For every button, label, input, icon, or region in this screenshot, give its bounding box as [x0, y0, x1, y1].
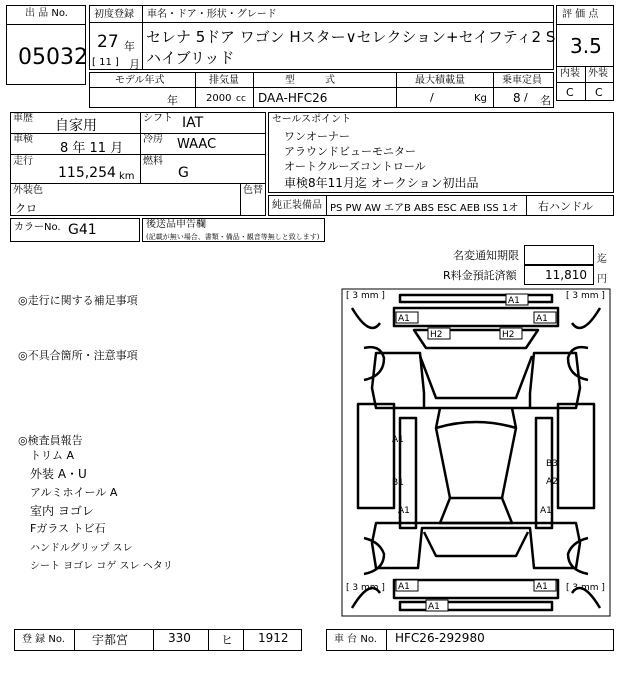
sales-point-line-3: オートクルーズコントロール	[284, 160, 426, 173]
tire-tag-front-right: [ 3 mm ]	[566, 291, 605, 301]
capacity-label: 乗車定員	[502, 75, 542, 86]
first-reg-month: [ 11 ]	[92, 57, 119, 68]
mark-left-front-door: A1	[392, 435, 404, 445]
inspection-value: 8 年 11 月	[60, 141, 124, 156]
interior-grade: C	[566, 86, 574, 99]
mark-left-rear-door: B1	[392, 478, 404, 488]
load-unit: Kg	[474, 93, 487, 104]
registration-area: 宇都宮	[92, 633, 129, 647]
inspection-label: 車検	[13, 134, 33, 145]
ac-value: WAAC	[177, 137, 217, 152]
inspector-line-4: 室内 ヨゴレ	[30, 504, 94, 518]
equipment-items: PS PW AW エアB ABS ESC AEB ISS 1オ	[330, 203, 519, 214]
fuel-value: G	[178, 165, 189, 181]
load-label: 最大積載量	[415, 75, 465, 86]
registration-number: 1912	[258, 631, 289, 645]
model-year-unit: 年	[167, 94, 178, 107]
mark-front-bumper: A1	[508, 296, 520, 306]
mark-headlight-left: H2	[430, 330, 443, 340]
color-no-label: カラーNo.	[14, 222, 61, 233]
sales-point-label: セールスポイント	[272, 114, 352, 125]
year-unit: 年	[124, 40, 135, 53]
inspector-line-6: ハンドルグリップ スレ	[30, 543, 133, 554]
color-label: 外装色	[13, 185, 43, 196]
registration-label: 登 録 No.	[22, 634, 65, 645]
inspector-line-1: トリム A	[30, 449, 75, 462]
first-reg-year: 27	[97, 32, 119, 52]
aftermarket-label: 後送品申告欄	[146, 219, 206, 230]
inspector-line-5: Fガラス トビ石	[30, 522, 106, 535]
mark-right-rear: A2	[546, 477, 558, 487]
inspector-line-3: アルミホイール A	[30, 486, 118, 499]
inspector-line-2: 外装 A・U	[30, 467, 87, 481]
mark-front-right: A1	[536, 314, 548, 324]
car-name-line2: ハイブリッド	[146, 49, 235, 67]
shift-label: シフト	[143, 113, 173, 124]
car-name-line1: セレナ 5ドア ワゴン Hスター∨セレクション+セイフティ2 S	[146, 28, 556, 46]
model-year-label: モデル年式	[115, 75, 165, 86]
displacement-unit: cc	[236, 94, 246, 104]
supplement-title: ◎走行に関する補足事項	[18, 294, 138, 307]
ac-label: 冷房	[143, 134, 163, 145]
capacity-value: 8	[513, 91, 521, 105]
mark-headlight-right: H2	[502, 330, 515, 340]
chassis-number: HFC26-292980	[395, 631, 485, 645]
tire-tag-front-left: [ 3 mm ]	[346, 291, 385, 301]
car-label: 車名・ドア・形状・グレード	[147, 9, 277, 20]
tire-tag-rear-left: [ 3 mm ]	[346, 583, 385, 593]
month-unit: 月	[129, 58, 140, 71]
equipment-label: 純正装備品	[272, 200, 322, 211]
recycle-unit: 円	[597, 274, 607, 285]
details-box	[10, 112, 266, 216]
score-value: 3.5	[570, 34, 602, 58]
score-label: 評 価 点	[562, 9, 599, 20]
aftermarket-note: (記載が無い場合、書類・備品・観音等無しと致します)	[146, 233, 320, 241]
inspector-title: ◎検査員報告	[18, 434, 83, 447]
tire-tag-rear-right: [ 3 mm ]	[566, 583, 605, 593]
sales-point-highlight: 車検8年11月迄 オークション初出品	[284, 176, 479, 190]
registration-kana: ヒ	[221, 633, 234, 647]
name-change-label: 名変通知期限	[453, 249, 519, 262]
recycle-label: R料金預託済額	[443, 269, 517, 282]
lot-number: 05032	[18, 45, 88, 70]
shift-value: IAT	[182, 115, 204, 131]
sales-point-line-1: ワンオーナー	[284, 130, 350, 143]
mileage-unit: km	[119, 171, 135, 182]
load-sep: /	[430, 91, 434, 104]
displacement-value: 2000	[206, 93, 232, 104]
recycle-value: 11,810	[545, 268, 587, 282]
history-label: 車歴	[13, 113, 33, 124]
mileage-value: 115,254	[58, 165, 116, 181]
name-change-value-box	[524, 245, 594, 265]
mark-rear-bumper: A1	[428, 602, 440, 612]
name-change-unit: 迄	[597, 254, 607, 265]
fuel-label: 燃料	[143, 156, 163, 167]
mark-right-quarter: A1	[540, 506, 552, 516]
mark-right-door: B3	[546, 459, 558, 469]
exterior-label: 外装	[588, 68, 608, 79]
mark-left-quarter: A1	[398, 506, 410, 516]
color-change-label: 色替	[243, 185, 263, 196]
chassis-label: 車 台 No.	[334, 634, 377, 645]
type-value: DAA-HFC26	[258, 91, 328, 105]
mark-front-left: A1	[398, 314, 410, 324]
interior-label: 内装	[560, 68, 580, 79]
car-damage-diagram	[340, 288, 612, 618]
mileage-label: 走行	[13, 156, 33, 167]
inspector-line-7: シート ヨゴレ コゲ スレ ヘタリ	[30, 561, 173, 572]
sales-point-line-2: アラウンドビューモニター	[284, 145, 416, 158]
capacity-sep: /	[524, 91, 528, 104]
color-no-value: G41	[68, 222, 97, 238]
defects-title: ◎不具合箇所・注意事項	[18, 349, 138, 362]
mark-rear-right: A1	[536, 582, 548, 592]
capacity-unit: 名	[540, 94, 551, 107]
mark-rear-left: A1	[398, 582, 410, 592]
steering-value: 右ハンドル	[538, 200, 593, 213]
type-label: 型 式	[285, 75, 335, 86]
color-value: クロ	[15, 202, 37, 215]
lot-label: 出 品 No.	[25, 8, 68, 19]
registration-class: 330	[168, 631, 191, 645]
first-reg-label: 初度登録	[94, 9, 134, 20]
displacement-label: 排気量	[209, 75, 239, 86]
history-value: 自家用	[55, 118, 97, 134]
exterior-grade: C	[595, 86, 603, 99]
